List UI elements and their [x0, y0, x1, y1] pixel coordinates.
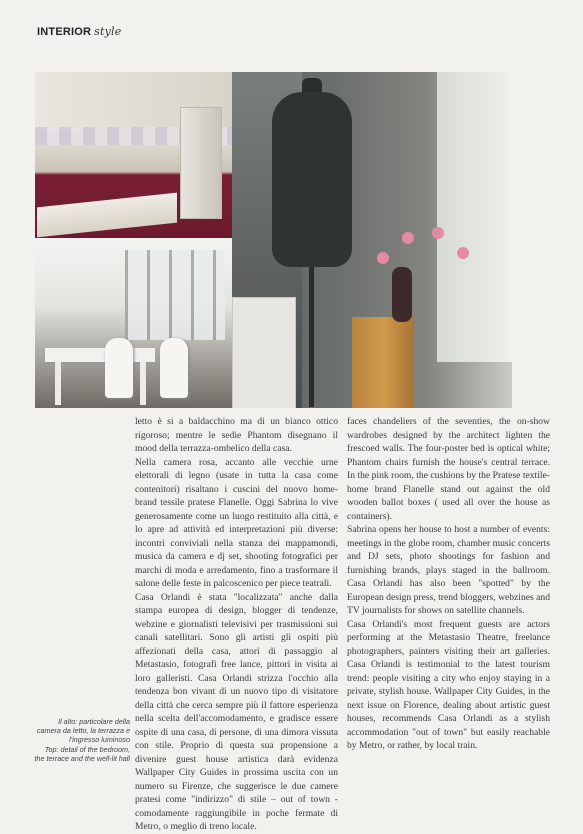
italian-paragraph: letto è si a baldacchino ma di un bianco ottico rigoroso; mentre le sedie Phantom disegnano il mood della terrazza-ombelico della casa. — [135, 416, 338, 454]
english-paragraph: Casa Orlandi's most frequent guests are actors performing at the Metastasio Theatre, freelance photographers, painters visiting their art galleries. Casa Orlandi is testimonial to the latest tourism trend: people visiting a city who enjoy staying in a private, stylish house. Wallpaper City Guides, in the next issue on Florence, dealing about artistic guest houses, recommends Casa Orlandi as a stylish accommodation "out of town" but easily reachable by Metro, or rather, by local train. — [347, 618, 550, 751]
hall-mannequin-photo — [232, 72, 512, 408]
photo-caption: Il alto: particolare della camera da letto, la terrazza e l'ingresso luminoso Top: detail of the bedroom, the terrace and the well-lit hall — [34, 717, 130, 763]
italian-text-column — [135, 415, 338, 834]
english-paragraph: Sabrina opens her house to host a number of events: meetings in the globe room, chamber music concerts and DJ sets, photo shootings for fashion and furnishing brands, plays staged in the ballroom. Casa Orlandi has also been "spotted" by the European design press, trend bloggers, webzines and TV journalists for shows on satellite channels. — [347, 524, 551, 616]
english-text-column — [347, 415, 550, 753]
section-title: INTERIOR — [37, 26, 92, 38]
bedroom-photo — [35, 72, 232, 238]
section-subtitle: style — [94, 25, 122, 38]
section-header — [37, 25, 121, 38]
terrace-photo — [35, 238, 232, 408]
english-paragraph: faces chandeliers of the seventies, the on-show wardrobes designed by the architect lighten the frescoed walls. The four-poster bed is optical white; Phantom chairs furnish the house's central terrace. In the pink room, the cushions by the Pratese textile-home brand Flanelle stand out against the old wooden ballot boxes ( used all over the house as containers). — [347, 416, 550, 522]
italian-paragraph: Nella camera rosa, accanto alle vecchie urne elettorali di legno (usate in tutta la casa come contenitori) risaltano i cuscini del nuovo home-brand tessile pratese Flanelle. Oggi Sabrina lo vive generosamente come un luogo restituito alla città, e lo apre ad attività ed interpretazioni più diverse: incontri conviviali nella stanza dei mappamondi, musica da camera e dj set, shooting fotografici per marchi di moda e arredamento, fino a trasformare il salone delle feste in palcoscenico per piece teatrali. — [135, 456, 338, 589]
italian-paragraph: Casa Orlandi è stata "localizzata" anche dalla stampa europea di design, blogger di tendenze, webzine e giornalisti televisivi per trasmissioni sui canali satellitari. Sono gli artisti gli ospiti più affezionati della casa, attori di passaggio al Metastasio, fotografi free lance, pittori in visita ai loro galleristi. Casa Orlandi strizza l'occhio alla tendenza bon vivant di un nuovo tipo di visitatore della città che cerca sempre più il fattore esperienza nella scelta dell'accomodamento, e gradisce essere ospite di una casa, di persone, di una dimora vissuta con stile. Proprio di questa sua propensione a divenire guest house artistica darà evidenza Wallpaper City Guides in prossima uscita con un numero su Firenze, che suggerisce le due camere pratesi come "indirizzo" di stile – out of town - comodamente raggiungibile in poche fermate di Metro, o meglio di treno locale. — [135, 591, 338, 832]
